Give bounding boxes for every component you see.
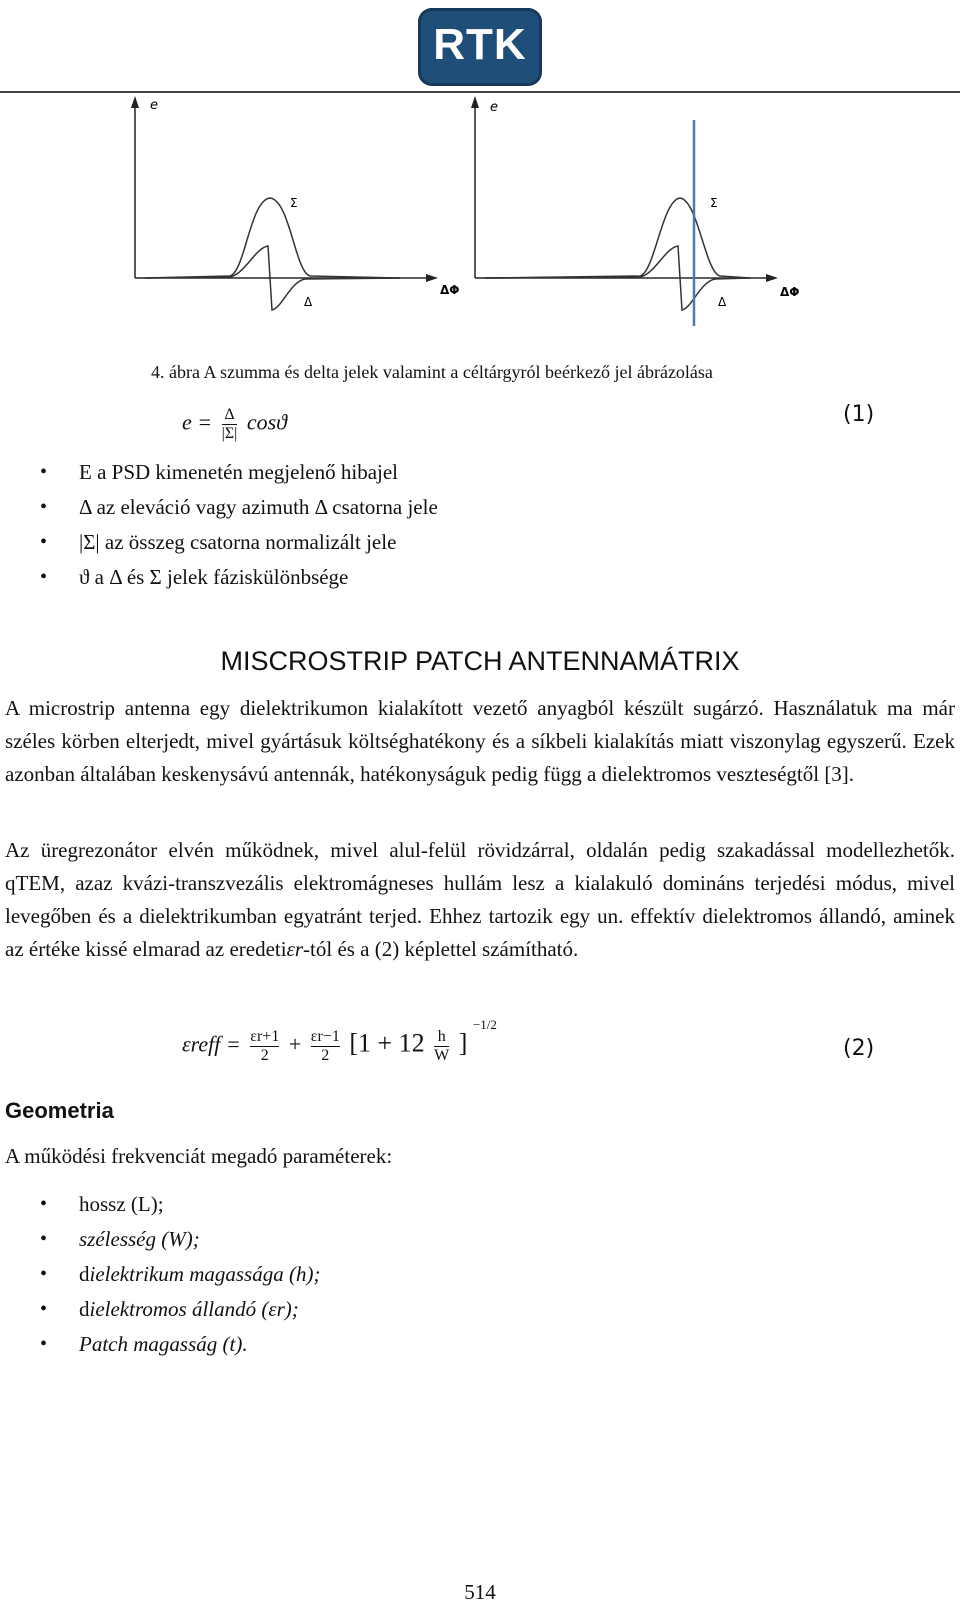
list-item bbox=[0, 1222, 320, 1257]
left-x-label: ΔΦ bbox=[440, 283, 460, 297]
right-delta-label: Δ bbox=[718, 295, 727, 309]
list-item bbox=[0, 1187, 320, 1222]
list-item: • |Σ| az összeg csatorna normalizált jele bbox=[0, 525, 438, 560]
eq2-term1-num: εr+1 bbox=[250, 1028, 280, 1045]
list-item: • ϑ a Δ és Σ jelek fáziskülönbsége bbox=[0, 560, 438, 595]
header-rule bbox=[0, 91, 960, 93]
right-x-label: ΔΦ bbox=[780, 285, 800, 299]
param-prefix: d bbox=[79, 1262, 90, 1286]
definitions-list bbox=[0, 455, 438, 595]
eq2-term2-num: εr−1 bbox=[310, 1028, 340, 1045]
page-number: 514 bbox=[464, 1580, 496, 1604]
eq2-term3-den: W bbox=[434, 1047, 450, 1064]
geometry-title: Geometria bbox=[5, 1098, 114, 1123]
left-y-label: e bbox=[150, 98, 158, 113]
list-item bbox=[0, 1327, 320, 1362]
list-item: • Δ az eleváció vagy azimuth Δ csatorna jele bbox=[0, 490, 438, 525]
epsilon-r-symbol: εr bbox=[286, 937, 304, 961]
right-y-label: e bbox=[490, 100, 498, 115]
rtk-logo bbox=[418, 8, 542, 86]
eq2-bracket-open: [1 + 12 bbox=[349, 1028, 425, 1058]
param-text: Patch magasság (t). bbox=[79, 1332, 248, 1356]
paragraph-1: A microstrip antenna egy dielektrikumon kialakított vezető anyagból készült sugárzó. Használatuk ma már széles körben elterjedt, mivel gyártásuk költséghatékony és a síkbeli kialakítás miatt viszonylag egyszerű. Ezek azonban általában keskenysávú antennák, hatékonyságuk pedig függ a dielektromos veszteségtől [3]. bbox=[5, 696, 955, 786]
right-plot bbox=[471, 96, 800, 326]
param-text: hossz (L); bbox=[79, 1192, 164, 1216]
left-delta-label: Δ bbox=[304, 295, 313, 309]
equation-2 bbox=[182, 1017, 497, 1065]
section-title: MISCROSTRIP PATCH ANTENNAMÁTRIX bbox=[220, 646, 740, 676]
list-item bbox=[0, 1292, 320, 1327]
param-text: ielektrikum magassága (h); bbox=[89, 1262, 321, 1286]
eq2-term1-den: 2 bbox=[260, 1047, 269, 1064]
left-sum-curve bbox=[145, 198, 400, 278]
left-sum-label: Σ bbox=[290, 196, 298, 210]
list-item: • E a PSD kimenetén megjelenő hibajel bbox=[0, 455, 438, 490]
eq2-plus: + bbox=[288, 1031, 302, 1057]
eq1-rhs: cosϑ bbox=[246, 409, 287, 435]
paragraph-2-text-a: Az üregrezonátor elvén működnek, mivel alul-felül rövidzárral, oldalán pedig szakadással modellezhetők. qTEM, azaz kvázi-transzvezális elektromágneses hullám lesz a kialakuló domináns terjedési módus, mivel levegőben és a dielektrikumban egyatránt terjed. Ehhez tartozik egy un. effektív dielektromos állandó, aminek az értéke kissé elmarad az eredeti bbox=[5, 838, 955, 961]
eq2-term3 bbox=[434, 1028, 449, 1065]
eq2-term2-den: 2 bbox=[321, 1047, 330, 1064]
eq2-exponent: −1/2 bbox=[472, 1017, 497, 1033]
right-sum-curve bbox=[485, 198, 750, 278]
param-prefix: d bbox=[79, 1297, 90, 1321]
logo-text: RTK bbox=[433, 20, 527, 69]
eq1-den: |Σ| bbox=[221, 425, 238, 442]
geometry-params-list bbox=[0, 1187, 320, 1362]
eq2-term2 bbox=[311, 1028, 340, 1065]
equation-2-number: (2) bbox=[843, 1036, 875, 1061]
param-text: szélesség (W); bbox=[79, 1227, 200, 1251]
left-plot bbox=[131, 96, 460, 310]
geometry-intro: A működési frekvenciát megadó paraméterek: bbox=[5, 1144, 393, 1168]
figure-caption: 4. ábra A szumma és delta jelek valamint a céltárgyról beérkező jel ábrázolása bbox=[151, 362, 713, 382]
eq1-num: Δ bbox=[222, 406, 238, 425]
equation-1-number: (1) bbox=[843, 402, 875, 427]
eq1-lhs: e = bbox=[182, 409, 213, 435]
eq1-fraction bbox=[222, 406, 238, 443]
right-sum-label: Σ bbox=[710, 196, 718, 210]
list-item bbox=[0, 1257, 320, 1292]
eq2-term1 bbox=[250, 1028, 279, 1065]
eq2-bracket-close: ] bbox=[458, 1028, 468, 1058]
equation-1 bbox=[182, 406, 287, 443]
paragraph-2 bbox=[5, 834, 955, 966]
param-text: ielektromos állandó (εr); bbox=[89, 1297, 299, 1321]
eq2-term3-num: h bbox=[434, 1028, 449, 1047]
paragraph-2-text-b: -tól és a (2) képlettel számítható. bbox=[303, 937, 579, 961]
eq2-lhs: εreff = bbox=[182, 1031, 241, 1057]
figure-plots bbox=[100, 96, 820, 336]
